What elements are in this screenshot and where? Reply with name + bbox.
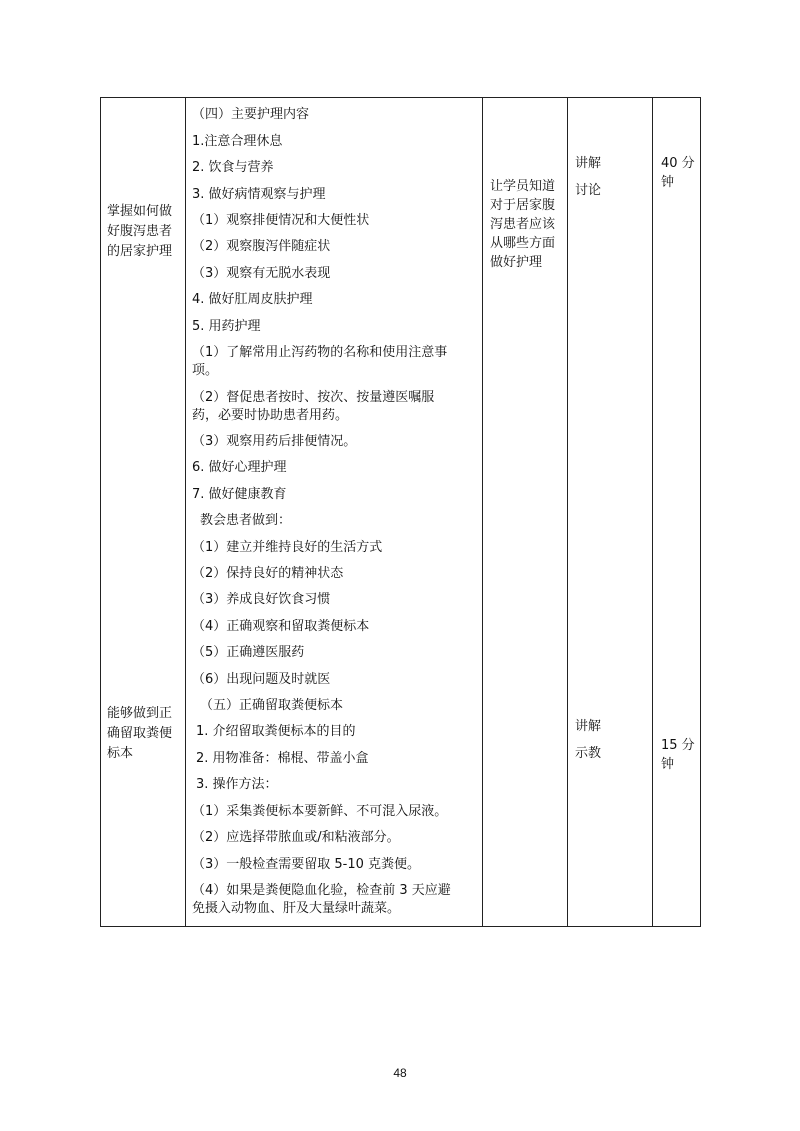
content-line: （6）出现问题及时就医 [192, 672, 331, 687]
content-line: （3）观察用药后排便情况。 [192, 434, 357, 449]
column-divider-3 [567, 97, 568, 927]
column-divider-1 [185, 97, 186, 927]
time-1-line-1: 40 分 [661, 156, 695, 171]
column-divider-2 [482, 97, 483, 927]
content-heading-5: （五）正确留取粪便标本 [200, 698, 344, 713]
objective-1-line-3: 的居家护理 [107, 244, 173, 259]
content-line: 2. 用物准备：棉棍、带盖小盒 [196, 751, 369, 766]
content-line: 教会患者做到： [200, 513, 292, 528]
goal-line-4: 从哪些方面 [490, 236, 556, 251]
goal-line-3: 泻患者应该 [490, 217, 556, 232]
content-line: 2. 饮食与营养 [192, 160, 274, 175]
content-line: （1）了解常用止泻药物的名称和使用注意事 [192, 345, 448, 360]
content-line: （4）正确观察和留取粪便标本 [192, 619, 370, 634]
content-line: （4）如果是粪便隐血化验，检查前 3 天应避 [192, 883, 451, 898]
content-line: （2）应选择带脓血或/和粘液部分。 [192, 830, 400, 845]
content-line: 项。 [192, 363, 219, 378]
objective-2-line-1: 能够做到正 [107, 706, 173, 721]
table-top-border [100, 97, 700, 98]
page-number: 48 [393, 1066, 407, 1080]
table-left-border [100, 97, 101, 927]
objective-1-line-1: 掌握如何做 [107, 204, 173, 219]
time-2-line-1: 15 分 [661, 738, 695, 753]
content-line: 药，必要时协助患者用药。 [192, 408, 349, 423]
objective-2-line-3: 标本 [107, 746, 134, 761]
content-line: （2）保持良好的精神状态 [192, 566, 344, 581]
table-bottom-border [100, 926, 700, 927]
content-heading-4: （四）主要护理内容 [192, 107, 310, 122]
content-line: （3）养成良好饮食习惯 [192, 592, 331, 607]
content-line: （2）观察腹泻伴随症状 [192, 239, 331, 254]
content-line: （3）观察有无脱水表现 [192, 266, 331, 281]
method-2-line-2: 示教 [575, 746, 602, 761]
content-line: （5）正确遵医服药 [192, 645, 305, 660]
objective-2-line-2: 确留取粪便 [107, 726, 173, 741]
time-1-line-2: 钟 [661, 175, 675, 190]
content-line: （1）建立并维持良好的生活方式 [192, 540, 383, 555]
content-line: 3. 操作方法： [196, 777, 278, 792]
goal-line-2: 对于居家腹 [490, 198, 556, 213]
content-line: （1）观察排便情况和大便性状 [192, 213, 370, 228]
content-line: 7. 做好健康教育 [192, 487, 287, 502]
content-line: （3）一般检查需要留取 5-10 克粪便。 [192, 857, 421, 872]
content-line: （1）采集粪便标本要新鲜、不可混入尿液。 [192, 804, 448, 819]
method-1-line-2: 讨论 [575, 183, 602, 198]
goal-line-1: 让学员知道 [490, 179, 556, 194]
content-line: 6. 做好心理护理 [192, 460, 287, 475]
table-right-border [700, 97, 701, 927]
goal-line-5: 做好护理 [490, 255, 543, 270]
method-2-line-1: 讲解 [575, 719, 602, 734]
method-1-line-1: 讲解 [575, 156, 602, 171]
content-line: 1. 介绍留取粪便标本的目的 [196, 724, 356, 739]
content-line: 4. 做好肛周皮肤护理 [192, 292, 313, 307]
content-line: 5. 用药护理 [192, 319, 261, 334]
objective-1-line-2: 好腹泻患者 [107, 224, 173, 239]
content-line: （2）督促患者按时、按次、按量遵医嘱服 [192, 390, 435, 405]
content-line: 免摄入动物血、肝及大量绿叶蔬菜。 [192, 901, 401, 916]
column-divider-4 [652, 97, 653, 927]
time-2-line-2: 钟 [661, 757, 675, 772]
content-line: 1.注意合理休息 [192, 134, 283, 149]
content-line: 3. 做好病情观察与护理 [192, 187, 326, 202]
